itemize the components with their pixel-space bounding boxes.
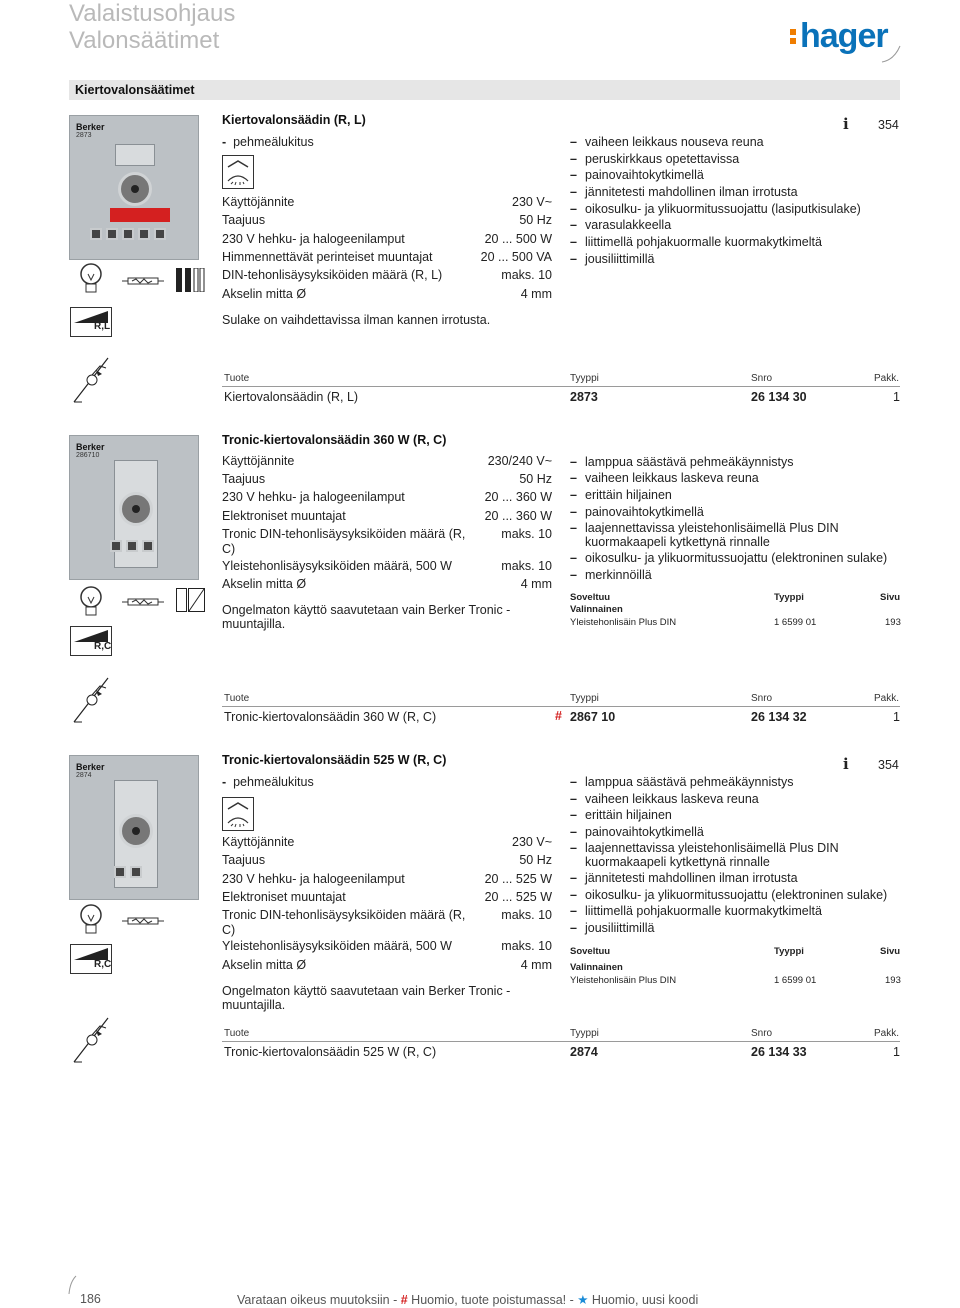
row-type: 2873: [570, 390, 598, 404]
info-icon: i: [843, 115, 849, 133]
feature-item: – oikosulku- ja ylikuormitussuojattu (elektroninen sulake): [570, 551, 900, 566]
info-page-ref[interactable]: 354: [878, 118, 899, 132]
product-note: Sulake on vaihdettavissa ilman kannen irrotusta.: [222, 313, 491, 327]
bulb-icon: [78, 903, 104, 937]
feature-item: – erittäin hiljainen: [570, 488, 900, 503]
logo-text: hager: [800, 17, 888, 55]
bulb-icon: [78, 262, 104, 296]
acc-header-suits: Soveltuu: [570, 946, 611, 957]
product-photo: [69, 115, 199, 260]
feature-item: – painovaihtokytkimellä: [570, 505, 900, 520]
photo-model: 2873: [76, 132, 92, 139]
feature-item: – lamppua säästävä pehmeäkäynnistys: [570, 775, 900, 790]
electronic-transformer-icon: [176, 588, 206, 612]
photo-brand: Berker: [76, 122, 105, 132]
acc-group: Valinnainen: [570, 962, 623, 973]
halogen-tube-icon: [122, 916, 164, 926]
col-header-sno: Snro: [751, 373, 773, 384]
feature-item: – peruskirkkaus opetettavissa: [570, 152, 900, 167]
section-header: Kiertovalonsäätimet: [69, 80, 900, 100]
product-title: Kiertovalonsäädin (R, L): [222, 113, 366, 127]
product-note: Ongelmaton käyttö saavutetaan vain Berker Tronic -muuntajilla.: [222, 603, 511, 631]
soft-lock-subtitle: - pehmeälukitus: [222, 135, 314, 149]
info-page-ref[interactable]: 354: [878, 758, 899, 772]
wiring-symbol-icon: [70, 672, 112, 724]
transformer-icon: [176, 268, 206, 292]
halogen-tube-icon: [122, 597, 164, 607]
page-title-line1: Valaistusohjaus: [69, 0, 236, 27]
feature-item: – liittimellä pohjakuormalle kuormakytkimeltä: [570, 904, 900, 919]
col-header-product: Tuote: [224, 373, 250, 384]
acc-header-page: Sivu: [880, 592, 901, 603]
halogen-tube-icon: [122, 276, 164, 286]
feature-item: – painovaihtokytkimellä: [570, 825, 900, 840]
acc-header-type: Tyyppi: [774, 946, 804, 957]
table-divider: [222, 386, 900, 387]
photo-model: 2874: [76, 772, 92, 779]
row-pack: 1: [893, 390, 900, 404]
feature-item: – laajennettavissa yleistehonlisäimellä Plus DIN kuormakaapeli kytkettynä rinnalle: [570, 841, 900, 869]
page-title: [69, 0, 235, 54]
discontinued-legend-mark: #: [400, 1293, 408, 1307]
product-note: Ongelmaton käyttö saavutetaan vain Berker Tronic -muuntajilla.: [222, 984, 511, 1012]
wiring-symbol-icon: [70, 352, 112, 404]
load-type-label: R,C: [94, 641, 112, 652]
soft-lock-subtitle: - pehmeälukitus: [222, 775, 314, 789]
soft-lock-knob-icon: [222, 797, 254, 831]
acc-group: Valinnainen: [570, 604, 623, 615]
info-icon: i: [843, 755, 849, 773]
product-photo: [69, 435, 199, 580]
discontinued-mark: #: [555, 709, 562, 723]
load-type-label: R,C: [94, 959, 112, 970]
row-type: 2867 10: [570, 710, 616, 724]
row-pack: 1: [893, 1045, 900, 1059]
row-sno: 26 134 33: [751, 1045, 807, 1059]
photo-brand: Berker: [76, 442, 105, 452]
page-number: 186: [80, 1292, 101, 1306]
col-header-product: Tuote: [224, 693, 250, 704]
row-product-name: Tronic-kiertovalonsäädin 360 W (R, C): [224, 710, 437, 724]
photo-model: 286710: [76, 452, 100, 459]
swoosh-icon: [880, 44, 904, 64]
feature-item: – vaiheen leikkaus laskeva reuna: [570, 792, 900, 807]
acc-page-link[interactable]: 193: [885, 975, 901, 986]
row-product-name: Kiertovalonsäädin (R, L): [224, 390, 359, 404]
feature-item: – jousiliittimillä: [570, 921, 900, 936]
feature-item: – erittäin hiljainen: [570, 808, 900, 823]
footer-legend: Varataan oikeus muutoksiin - # Huomio, tuote poistumassa! - ★ Huomio, uusi koodi: [237, 1293, 699, 1307]
acc-header-page: Sivu: [880, 946, 901, 957]
acc-type: 1 6599 01: [774, 975, 817, 986]
product-title: Tronic-kiertovalonsäädin 360 W (R, C): [222, 433, 447, 447]
feature-item: – vaiheen leikkaus nouseva reuna: [570, 135, 900, 150]
col-header-pack: Pakk.: [874, 373, 900, 384]
col-header-pack: Pakk.: [874, 1028, 900, 1039]
row-product-name: Tronic-kiertovalonsäädin 525 W (R, C): [224, 1045, 437, 1059]
feature-item: – jännitetesti mahdollinen ilman irrotusta: [570, 871, 900, 886]
bulb-icon: [78, 585, 104, 619]
feature-item: – oikosulku- ja ylikuormitussuojattu (lasiputkisulake): [570, 202, 900, 217]
product-photo: [69, 755, 199, 900]
feature-item: – jousiliittimillä: [570, 252, 900, 267]
feature-item: – liittimellä pohjakuormalle kuormakytkimeltä: [570, 235, 900, 250]
table-divider: [222, 1041, 900, 1042]
row-sno: 26 134 32: [751, 710, 807, 724]
row-pack: 1: [893, 710, 900, 724]
feature-item: – painovaihtokytkimellä: [570, 168, 900, 183]
feature-item: – laajennettavissa yleistehonlisäimellä Plus DIN kuormakaapeli kytkettynä rinnalle: [570, 521, 900, 549]
col-header-type: Tyyppi: [570, 373, 599, 384]
col-header-sno: Snro: [751, 1028, 773, 1039]
col-header-pack: Pakk.: [874, 693, 900, 704]
feature-item: – jännitetesti mahdollinen ilman irrotusta: [570, 185, 900, 200]
col-header-sno: Snro: [751, 693, 773, 704]
col-header-type: Tyyppi: [570, 693, 599, 704]
photo-brand: Berker: [76, 762, 105, 772]
product-title: Tronic-kiertovalonsäädin 525 W (R, C): [222, 753, 447, 767]
acc-header-type: Tyyppi: [774, 592, 804, 603]
new-code-star-icon: ★: [577, 1293, 589, 1307]
acc-type: 1 6599 01: [774, 617, 817, 628]
acc-page-link[interactable]: 193: [885, 617, 901, 628]
feature-item: – oikosulku- ja ylikuormitussuojattu (elektroninen sulake): [570, 888, 900, 903]
logo-dots-icon: [790, 29, 796, 43]
acc-name: Yleistehonlisäin Plus DIN: [570, 975, 677, 986]
feature-item: – lamppua säästävä pehmeäkäynnistys: [570, 455, 900, 470]
acc-name: Yleistehonlisäin Plus DIN: [570, 617, 677, 628]
row-sno: 26 134 30: [751, 390, 807, 404]
col-header-type: Tyyppi: [570, 1028, 599, 1039]
col-header-product: Tuote: [224, 1028, 250, 1039]
wiring-symbol-icon: [70, 1012, 112, 1064]
acc-header-suits: Soveltuu: [570, 592, 611, 603]
feature-item: – vaiheen leikkaus laskeva reuna: [570, 471, 900, 486]
soft-lock-knob-icon: [222, 155, 254, 189]
load-type-label: R,L: [94, 321, 111, 332]
footer-swoosh-icon: [66, 1274, 78, 1296]
table-divider: [222, 706, 900, 707]
row-type: 2874: [570, 1045, 598, 1059]
feature-item: – merkinnöillä: [570, 568, 900, 583]
feature-item: – varasulakkeella: [570, 218, 900, 233]
page-title-line2: Valonsäätimet: [69, 27, 220, 54]
